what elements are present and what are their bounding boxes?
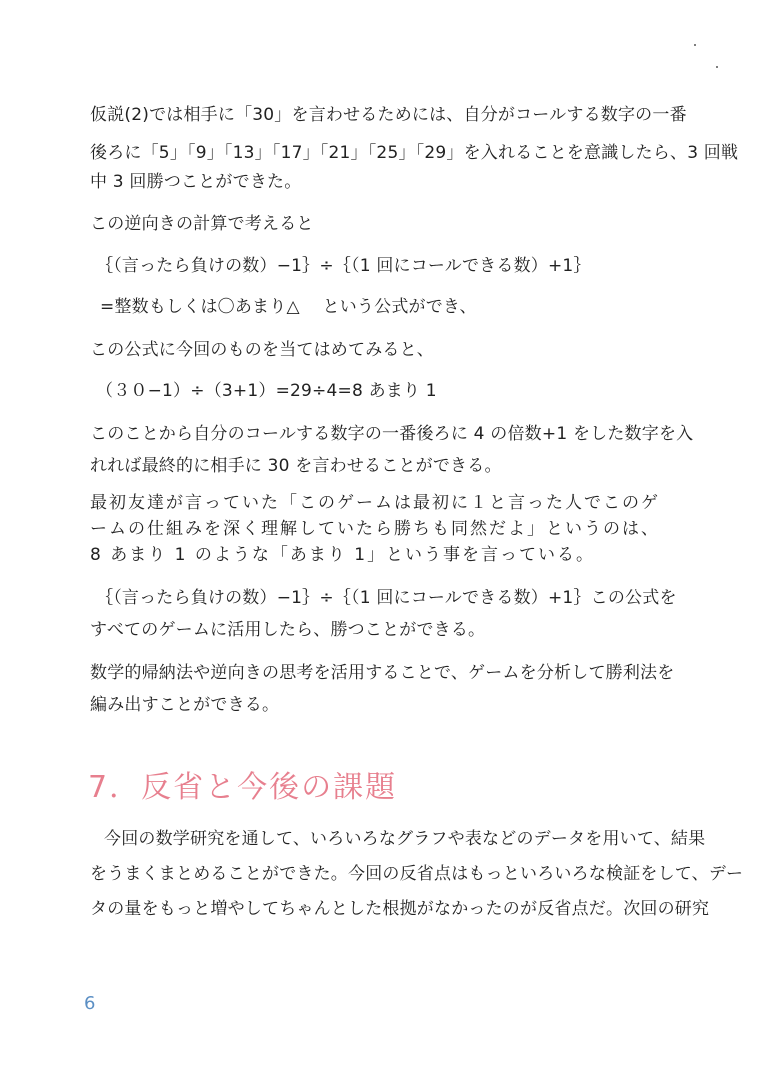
paragraph-line: 編み出すことができる。 — [90, 695, 280, 715]
formula-line: ｛（言ったら負けの数）−1｝÷｛（1 回にコールできる数）+1｝この公式を — [96, 588, 677, 608]
section-heading: 7．反省と今後の課題 — [88, 770, 398, 805]
section-body-line: をうまくまとめることができた。今回の反省点はもっといろいろな検証をして、デー — [90, 864, 744, 884]
formula-line: =整数もしくは〇あまり△ という公式ができ、 — [100, 297, 477, 317]
section-body-line: タの量をもっと増やしてちゃんとした根拠がなかったのが反省点だ。次回の研究 — [90, 899, 710, 919]
paragraph-line: すべてのゲームに活用したら、勝つことができる。 — [90, 620, 486, 640]
scan-speck — [694, 44, 696, 46]
paragraph-line: ームの仕組みを深く理解していたら勝ちも同然だよ」というのは、 — [90, 519, 660, 539]
formula-line: （３０−1）÷（3+1）=29÷4=8 あまり 1 — [96, 381, 437, 401]
paragraph-line: 8 あまり 1 のような「あまり 1」という事を言っている。 — [90, 545, 596, 565]
paragraph-line: 最初友達が言っていた「このゲームは最初に１と言った人でこのゲ — [90, 493, 660, 513]
section-body-line: 今回の数学研究を通して、いろいろなグラフや表などのデータを用いて、結果 — [104, 829, 706, 849]
paragraph-line: このことから自分のコールする数字の一番後ろに 4 の倍数+1 をした数字を入 — [90, 424, 694, 444]
paragraph-line: 仮説(2)では相手に「30」を言わせるためには、自分がコールする数字の一番 — [90, 105, 687, 125]
paragraph-line: 数学的帰納法や逆向きの思考を活用することで、ゲームを分析して勝利法を — [90, 663, 675, 683]
paragraph-line: この公式に今回のものを当てはめてみると、 — [90, 340, 434, 360]
paragraph-line: 後ろに「5」「9」「13」「17」「21」「25」「29」を入れることを意識したら、3 回戦 — [90, 143, 739, 163]
scan-speck — [716, 66, 718, 68]
paragraph-line: れれば最終的に相手に 30 を言わせることができる。 — [90, 456, 502, 476]
formula-line: ｛（言ったら負けの数）−1｝÷｛（1 回にコールできる数）+1｝ — [96, 256, 591, 276]
paragraph-line: 中 3 回勝つことができた。 — [90, 172, 302, 192]
page-number: 6 — [84, 993, 96, 1014]
paragraph-line: この逆向きの計算で考えると — [90, 214, 314, 234]
